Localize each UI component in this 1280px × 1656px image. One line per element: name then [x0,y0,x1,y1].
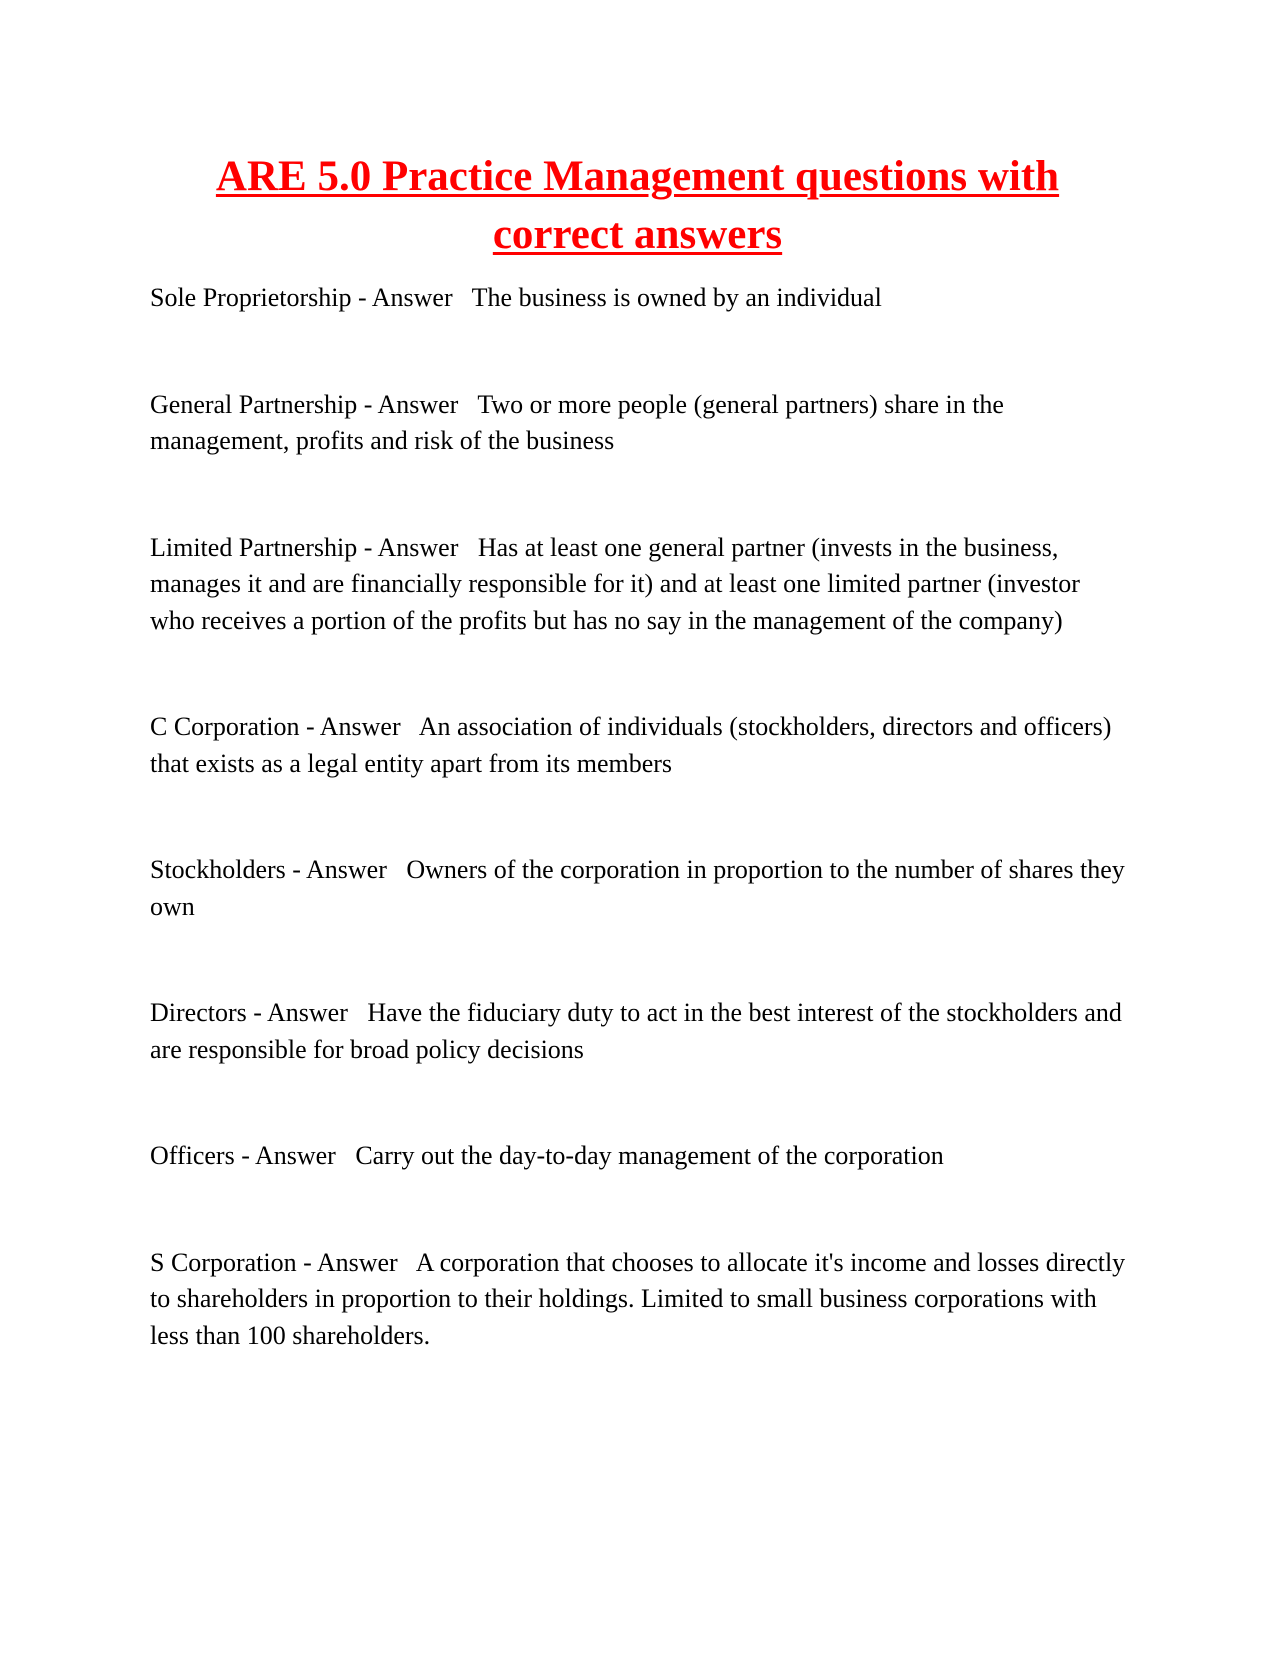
entry-term: Directors [150,998,247,1027]
entry-term: C Corporation [150,712,300,741]
qa-entry-general-partnership: General Partnership - Answer Two or more people (general partners) share in the management, profits and risk of the business [150,389,1011,455]
qa-entry-c-corporation: C Corporation - Answer An association of individuals (stockholders, directors and officers) that exists as a legal entity apart from its members [150,712,1118,778]
entry-answer-label: Answer [266,998,348,1027]
entry-term: Sole Proprietorship [150,283,352,312]
entry-definition: Has at least one general partner (invests in the business, manages it and are financially responsible for it) and at least one limited partner (investor who receives a portion of the profits but has no say in the management of the company) [150,532,1087,635]
entry-answer-label: Answer [316,1247,398,1277]
title-line-2: correct answers [492,211,783,258]
qa-entry-stockholders: Stockholders - Answer Owners of the corporation in proportion to the number of shares they own [150,855,1132,921]
entry-definition: The business is owned by an individual [471,283,882,312]
entry-term: Stockholders [150,855,286,884]
entry-definition: Have the fiduciary duty to act in the best interest of the stockholders and are responsible for broad policy decisions [150,998,1129,1064]
entry-definition: Owners of the corporation in proportion to the number of shares they own [150,855,1132,921]
qa-entry-officers: Officers - Answer Carry out the day-to-day management of the corporation [150,1141,944,1170]
entry-answer-label: Answer [306,855,387,884]
entry-term: General Partnership [150,389,358,419]
title-line-1: ARE 5.0 Practice Management questions with [215,153,1060,200]
entry-term: Limited Partnership [150,532,358,562]
qa-entry-sole-proprietorship: Sole Proprietorship - Answer The business is owned by an individual [150,283,882,312]
document-title [150,148,1125,264]
entry-answer-label: Answer [377,389,459,419]
entry-definition: A corporation that chooses to allocate it's income and losses directly to shareholders in proportion to their holdings. Limited to small business corporations with less than 100 shareholders. [150,1247,1132,1350]
entry-term: Officers [150,1141,235,1170]
entry-term: S Corporation [150,1247,297,1277]
entry-answer-label: Answer [377,532,459,562]
qa-list [150,280,1130,1424]
entry-definition: Two or more people (general partners) share in the management, profits and risk of the business [150,389,1011,455]
qa-entry-directors: Directors - Answer Have the fiduciary duty to act in the best interest of the stockholders and are responsible for broad policy decisions [150,998,1129,1064]
entry-answer-label: Answer [371,283,453,312]
entry-answer-label: Answer [319,712,401,741]
qa-entry-limited-partnership: Limited Partnership - Answer Has at least one general partner (invests in the business, manages it and are financially responsible for it) and at least one limited partner (investor who receives a portion of the profits but has no say in the management of the company) [150,532,1087,635]
entry-definition: An association of individuals (stockholders, directors and officers) that exists as a legal entity apart from its members [150,712,1118,778]
qa-entry-s-corporation: S Corporation - Answer A corporation that chooses to allocate it's income and losses directly to shareholders in proportion to their holdings. Limited to small business corporations with less than 100 shareholders. [150,1247,1132,1350]
entry-definition: Carry out the day-to-day management of the corporation [355,1141,944,1170]
entry-answer-label: Answer [254,1141,336,1170]
